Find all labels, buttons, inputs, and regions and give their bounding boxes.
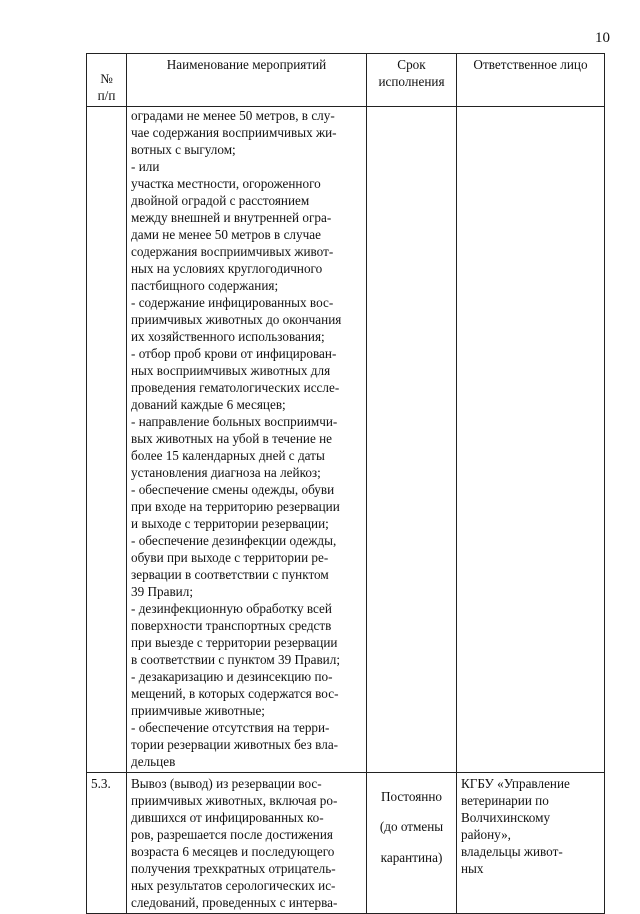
text-line: - обеспечение смены одежды, обуви xyxy=(131,482,335,497)
responsible-text xyxy=(461,775,600,877)
text-line: Вывоз (вывод) из резервации вос- xyxy=(131,776,322,791)
text-line: содержания восприимчивых живот- xyxy=(131,244,334,259)
text-line: - обеспечение отсутствия на терри- xyxy=(131,720,330,735)
table-row-5-3 xyxy=(87,773,605,914)
header-term: Срок исполнения xyxy=(367,54,457,107)
measures-text xyxy=(131,775,362,911)
text-line: при выезде с территории резервации xyxy=(131,635,338,650)
cell-term xyxy=(367,773,457,914)
text-line: следований, проведенных с интерва- xyxy=(131,895,338,910)
text-line: - дезакаризацию и дезинсекцию по- xyxy=(131,669,333,684)
text-line: зервации в соответствии с пунктом xyxy=(131,567,329,582)
text-line: ных xyxy=(461,861,484,876)
page-number: 10 xyxy=(595,30,610,46)
text-line: ных результатов серологических ис- xyxy=(131,878,336,893)
text-line: поверхности транспортных средств xyxy=(131,618,332,633)
text-line: (до отмены xyxy=(379,819,444,835)
header-number xyxy=(87,54,127,107)
text-line: - отбор проб крови от инфицирован- xyxy=(131,346,337,361)
text-line: установления диагноза на лейкоз; xyxy=(131,465,321,480)
header-number-line1: № xyxy=(100,71,113,86)
text-line: между внешней и внутренней огра- xyxy=(131,210,332,225)
text-line: проведения гематологических иссле- xyxy=(131,380,340,395)
text-line: дований каждые 6 месяцев; xyxy=(131,397,286,412)
cell-number: 5.3. xyxy=(87,773,127,914)
cell-measures xyxy=(127,107,367,773)
text-line: двойной оградой с расстоянием xyxy=(131,193,310,208)
table-header-row xyxy=(87,54,605,107)
cell-term xyxy=(367,107,457,773)
text-line: в соответствии с пунктом 39 Правил; xyxy=(131,652,340,667)
text-line: приимчивые животные; xyxy=(131,703,265,718)
text-line: вотных с выгулом; xyxy=(131,142,236,157)
text-line: возраста 6 месяцев и последующего xyxy=(131,844,335,859)
text-line: Постоянно xyxy=(380,789,442,805)
text-line: владельцы живот- xyxy=(461,844,563,859)
text-line: дельцев xyxy=(131,754,176,769)
measures-table xyxy=(86,53,605,914)
text-line: дившихся от инфицированных ко- xyxy=(131,810,324,825)
text-line: оградами не менее 50 метров, в слу- xyxy=(131,108,335,123)
text-line: ных на условиях круглогодичного xyxy=(131,261,323,276)
text-line: ветеринарии по xyxy=(461,793,549,808)
text-line: приимчивых животных, включая ро- xyxy=(131,793,338,808)
header-number-line2: п/п xyxy=(97,88,116,103)
text-line: при входе на территорию резервации xyxy=(131,499,340,514)
text-line: - обеспечение дезинфекции одежды, xyxy=(131,533,337,548)
text-line: приимчивых животных до окончания xyxy=(131,312,342,327)
table-row-continuation xyxy=(87,107,605,773)
text-line: району», xyxy=(461,827,511,842)
term-text xyxy=(371,788,452,865)
text-line: - направление больных восприимчи- xyxy=(131,414,338,429)
text-line: пастбищного содержания; xyxy=(131,278,279,293)
text-line: КГБУ «Управление xyxy=(461,776,570,791)
text-line: карантина) xyxy=(380,849,443,865)
measures-table-wrapper xyxy=(86,53,604,914)
text-line: тории резервации животных без вла- xyxy=(131,737,339,752)
text-line: их хозяйственного использования; xyxy=(131,329,325,344)
text-line: мещений, в которых содержатся вос- xyxy=(131,686,339,701)
cell-number xyxy=(87,107,127,773)
text-line: получения трехкратных отрицатель- xyxy=(131,861,336,876)
text-line: вых животных на убой в течение не xyxy=(131,431,333,446)
text-line: и выходе с территории резервации; xyxy=(131,516,329,531)
text-line: ных восприимчивых животных для xyxy=(131,363,331,378)
cell-responsible xyxy=(457,773,605,914)
text-line: обуви при выходе с территории ре- xyxy=(131,550,329,565)
text-line: более 15 календарных дней с даты xyxy=(131,448,325,463)
text-line: Волчихинскому xyxy=(461,810,551,825)
text-line: участка местности, огороженного xyxy=(131,176,321,191)
measures-text xyxy=(131,107,362,770)
text-line: - дезинфекционную обработку всей xyxy=(131,601,332,616)
text-line: - или xyxy=(131,159,160,174)
text-line: дами не менее 50 метров в случае xyxy=(131,227,321,242)
header-measures: Наименование мероприятий xyxy=(127,54,367,107)
text-line: - содержание инфицированных вос- xyxy=(131,295,334,310)
header-responsible: Ответственное лицо xyxy=(457,54,605,107)
text-line: 39 Правил; xyxy=(131,584,193,599)
cell-measures xyxy=(127,773,367,914)
text-line: ров, разрешается после достижения xyxy=(131,827,333,842)
text-line: чае содержания восприимчивых жи- xyxy=(131,125,337,140)
cell-responsible xyxy=(457,107,605,773)
